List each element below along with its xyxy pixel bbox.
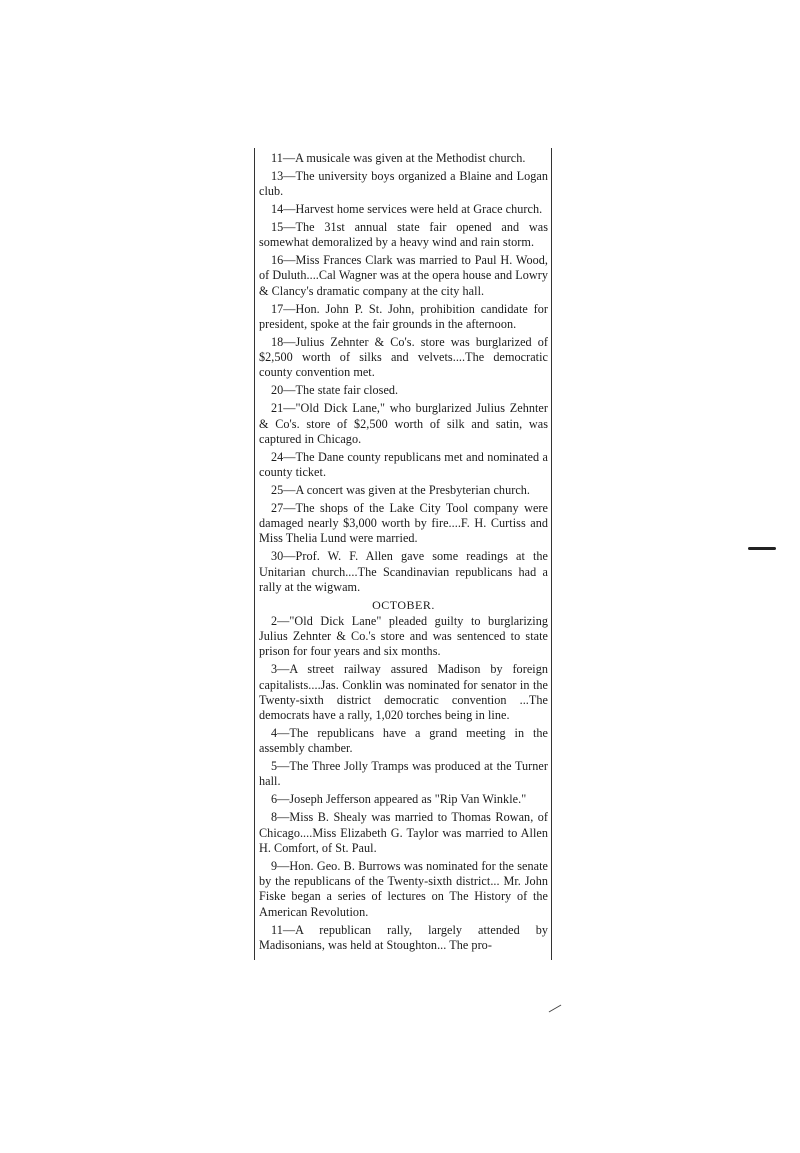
entry-sep-16: 16—Miss Frances Clark was married to Paul H. Wood, of Duluth....Cal Wagner was at the opera house and Lowry & Clancy's dramatic company at the city hall. (259, 253, 548, 298)
entry-oct-11: 11—A republican rally, largely attended by Madisonians, was held at Stoughton... The pro- (259, 922, 548, 952)
margin-ink-mark (748, 547, 776, 550)
column-corner-mark (549, 1005, 562, 1013)
entry-oct-5: 5—The Three Jolly Tramps was produced at the Turner hall. (259, 759, 548, 789)
entry-oct-8: 8—Miss B. Shealy was married to Thomas Rowan, of Chicago....Miss Elizabeth G. Taylor was married to Allen H. Comfort, of St. Paul. (259, 810, 548, 855)
entry-oct-3: 3—A street railway assured Madison by foreign capitalists....Jas. Conklin was nominated for senator in the Twenty-sixth district democratic convention ...The democrats have a rally, 1,020 torches being in line. (259, 662, 548, 723)
entry-sep-24: 24—The Dane county republicans met and nominated a county ticket. (259, 449, 548, 479)
entry-sep-27: 27—The shops of the Lake City Tool company were damaged nearly $3,000 worth by fire....F. H. Curtiss and Miss Thelia Lund were married. (259, 500, 548, 546)
entry-oct-6: 6—Joseph Jefferson appeared as "Rip Van Winkle." (271, 792, 527, 807)
entry-oct-9: 9—Hon. Geo. B. Burrows was nominated for the senate by the republicans of the Twenty-sixth district... Mr. John Fiske began a series of lectures on The History of the American Revolution. (259, 858, 548, 919)
entry-sep-17: 17—Hon. John P. St. John, prohibition candidate for president, spoke at the fair grounds in the afternoon. (259, 301, 548, 331)
entry-sep-18: 18—Julius Zehnter & Co's. store was burglarized of $2,500 worth of silks and velvets....The democratic county convention met. (259, 334, 548, 380)
month-heading: OCTOBER. (372, 597, 435, 612)
entry-sep-14: 14—Harvest home services were held at Grace church. (271, 202, 543, 217)
entry-oct-4: 4—The republicans have a grand meeting in the assembly chamber. (259, 726, 548, 756)
entry-sep-30: 30—Prof. W. F. Allen gave some readings at the Unitarian church....The Scandinavian republicans had a rally at the wigwam. (259, 549, 548, 594)
entry-oct-2: 2—"Old Dick Lane" pleaded guilty to burglarizing Julius Zehnter & Co.'s store and was sentenced to state prison for four years and six months. (259, 613, 548, 659)
entry-sep-15: 15—The 31st annual state fair opened and was somewhat demoralized by a heavy wind and rain storm. (259, 219, 548, 250)
entry-sep-11: 11—A musicale was given at the Methodist church. (271, 151, 526, 165)
entry-sep-21: 21—"Old Dick Lane," who burglarized Julius Zehnter & Co's. store of $2,500 worth of silk and satin, was captured in Chicago. (259, 401, 548, 446)
newspaper-column (254, 148, 552, 960)
entry-sep-20: 20—The state fair closed. (271, 383, 399, 398)
entry-sep-13: 13—The university boys organized a Blaine and Logan club. (259, 168, 548, 199)
entry-sep-25: 25—A concert was given at the Presbyterian church. (271, 482, 531, 497)
